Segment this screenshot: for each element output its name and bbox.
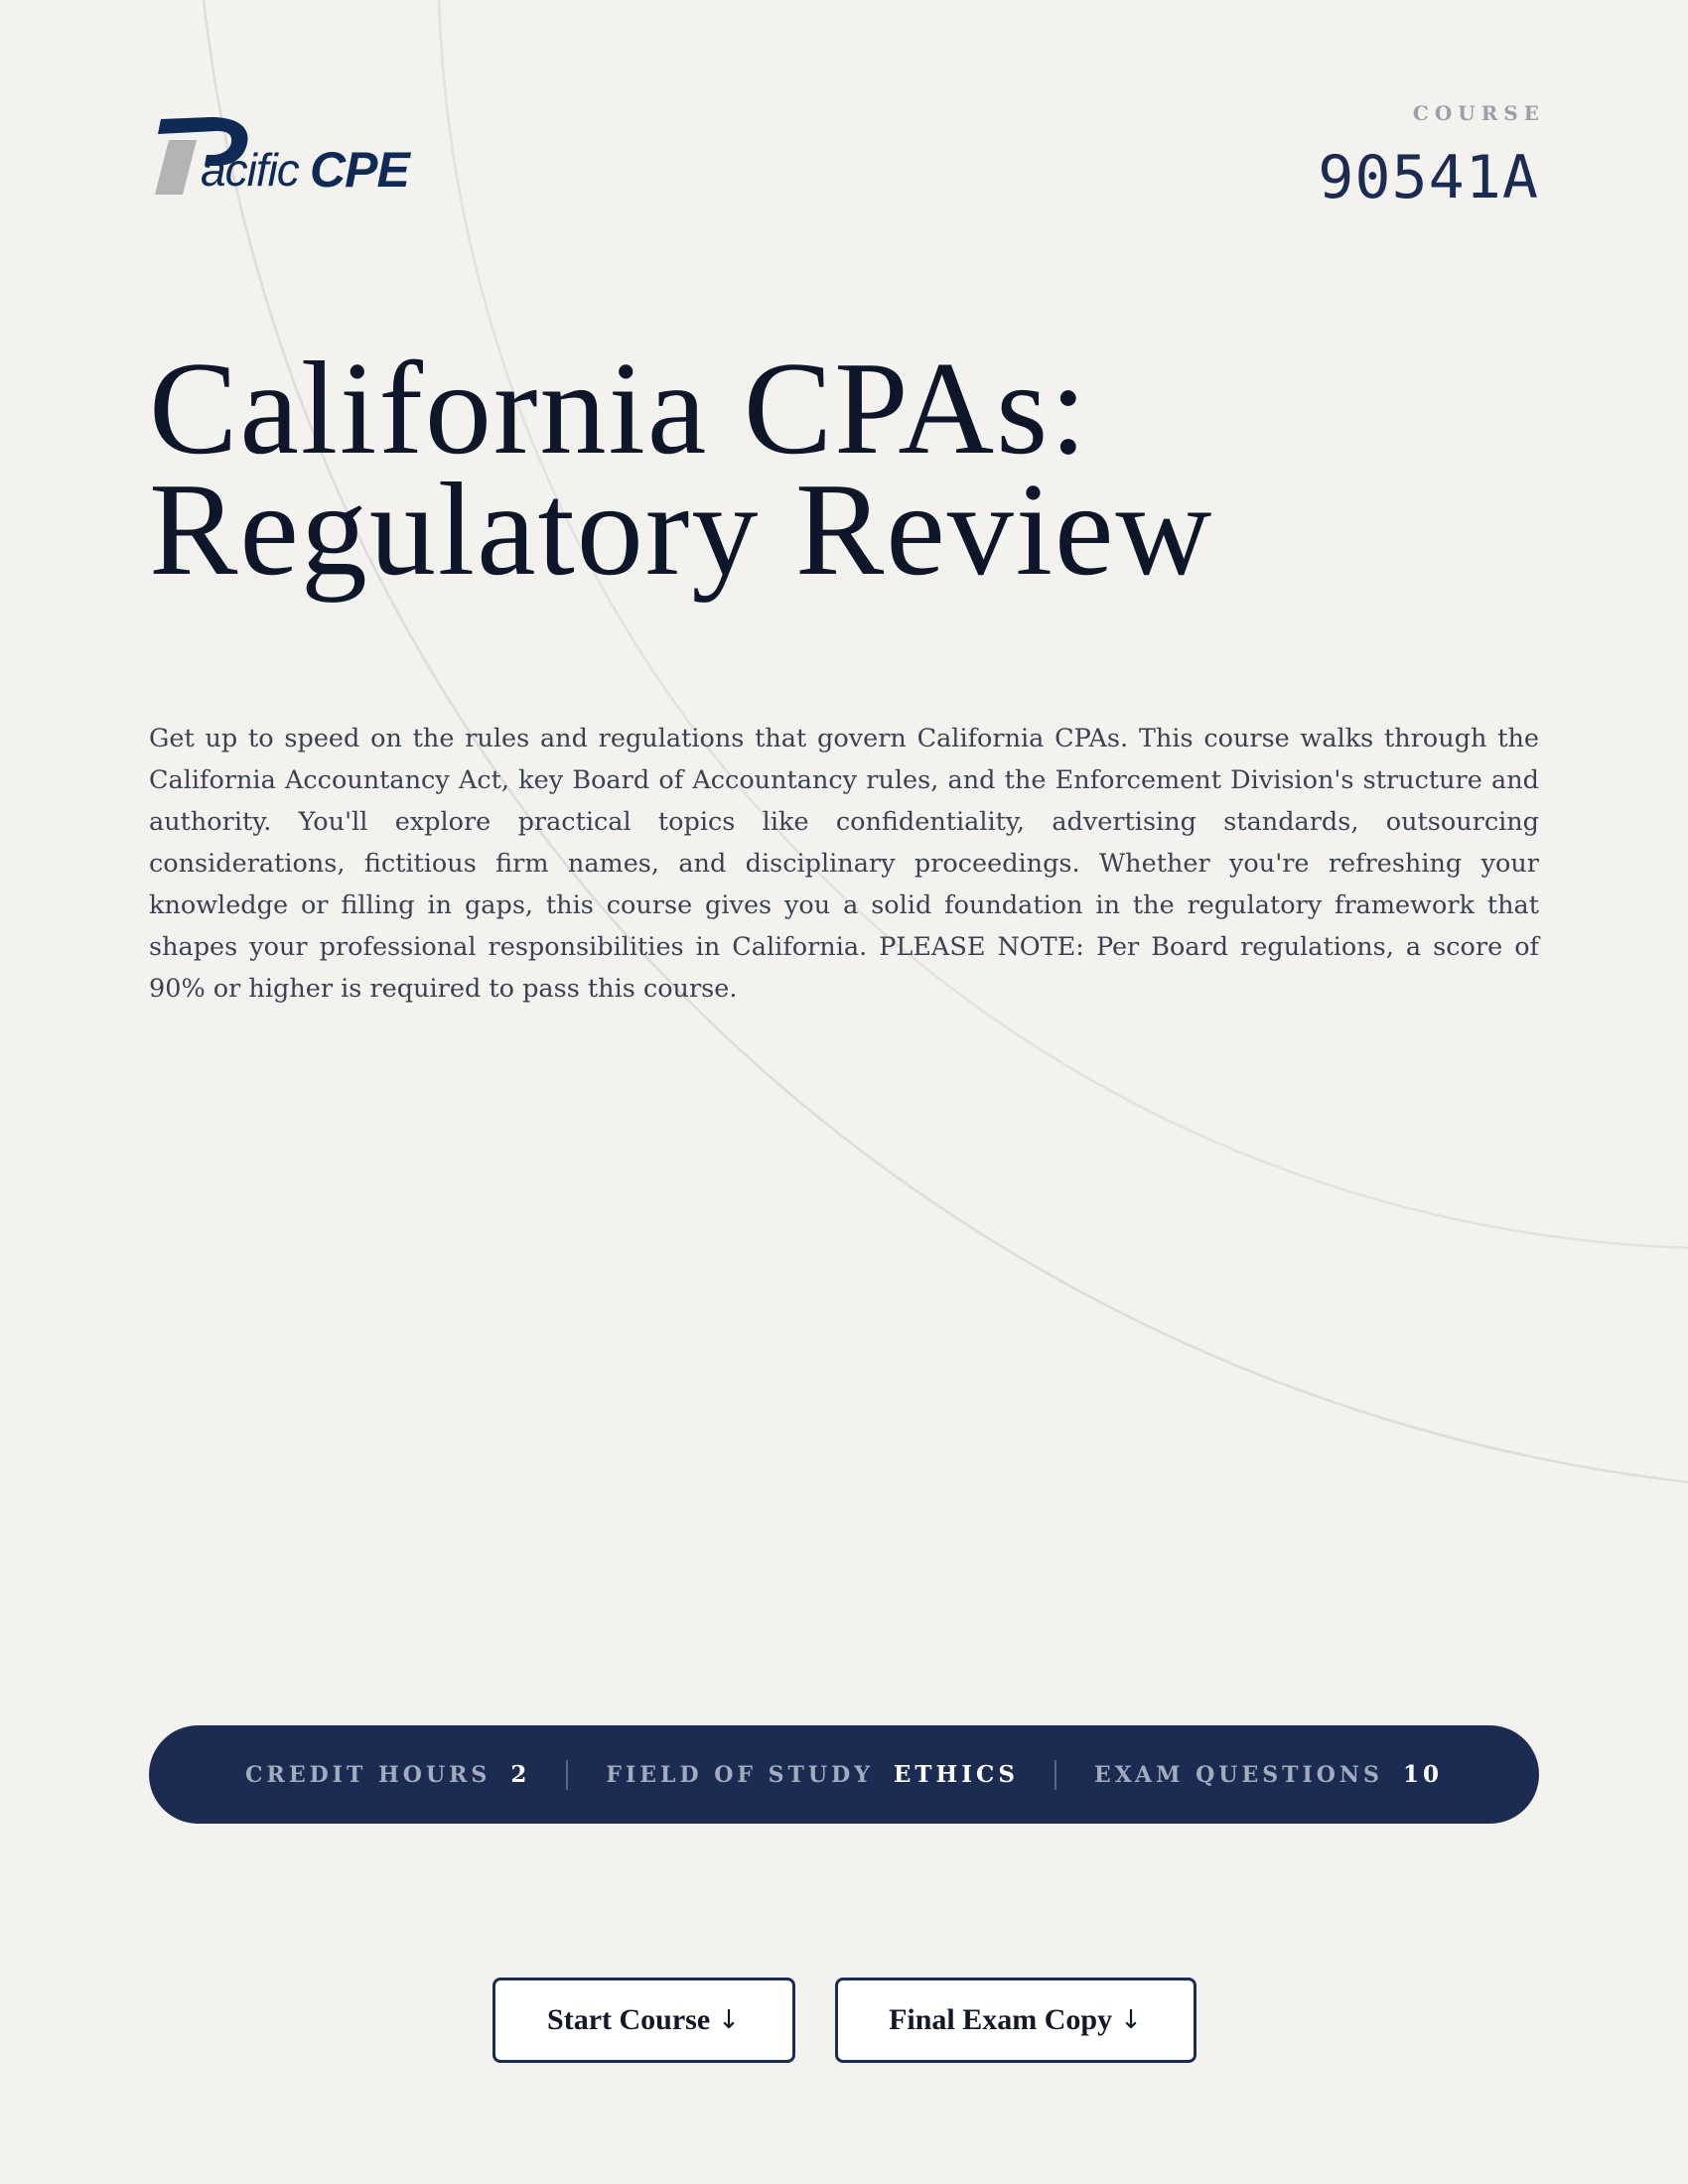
course-code: 90541A [1318, 143, 1539, 212]
course-label: COURSE [1412, 101, 1545, 125]
start-course-button[interactable] [492, 1978, 795, 2063]
stat-exam-questions [1094, 1761, 1443, 1788]
stat-credit-hours [245, 1761, 530, 1788]
course-stats-bar [149, 1725, 1539, 1824]
stat-credit-hours-value: 2 [510, 1761, 531, 1788]
logo-text-cpe: CPE [310, 142, 409, 198]
page-title [149, 335, 1539, 603]
page-title-line-2: Regulatory Review [149, 456, 1214, 603]
stat-credit-hours-label: CREDIT HOURS [245, 1761, 492, 1788]
pacific-cpe-logo [149, 103, 407, 199]
course-actions [0, 1978, 1688, 2063]
stat-divider [1055, 1760, 1056, 1790]
final-exam-copy-button[interactable] [835, 1978, 1196, 2063]
stat-field-of-study-label: FIELD OF STUDY [606, 1761, 874, 1788]
final-exam-copy-button-label: Final Exam Copy [889, 2003, 1113, 2036]
logo-text-pacific: acific [201, 144, 299, 196]
page-title-line-1: California CPAs: [149, 335, 1089, 481]
stat-divider [566, 1760, 568, 1790]
arrow-down-icon: ↓ [1120, 2005, 1142, 2035]
course-description: Get up to speed on the rules and regulations that govern California CPAs. This course walks through the California Accountancy Act, key Board of Accountancy rules, and the Enforcement Division's structure and authority. You'll explore practical topics like confidentiality, advertising standards, outsourcing considerations, fictitious firm names, and disciplinary proceedings. Whether you're refreshing your knowledge or filling in gaps, this course gives you a solid foundation in the regulatory framework that shapes your professional responsibilities in California. PLEASE NOTE: Per Board regulations, a score of 90% or higher is required to pass this course. [149, 724, 1539, 1004]
stat-field-of-study-value: ETHICS [893, 1761, 1019, 1788]
stat-field-of-study [606, 1761, 1019, 1788]
start-course-button-label: Start Course [547, 2003, 711, 2036]
stat-exam-questions-label: EXAM QUESTIONS [1093, 1761, 1383, 1788]
arrow-down-icon: ↓ [718, 2005, 740, 2035]
stat-exam-questions-value: 10 [1402, 1761, 1443, 1788]
